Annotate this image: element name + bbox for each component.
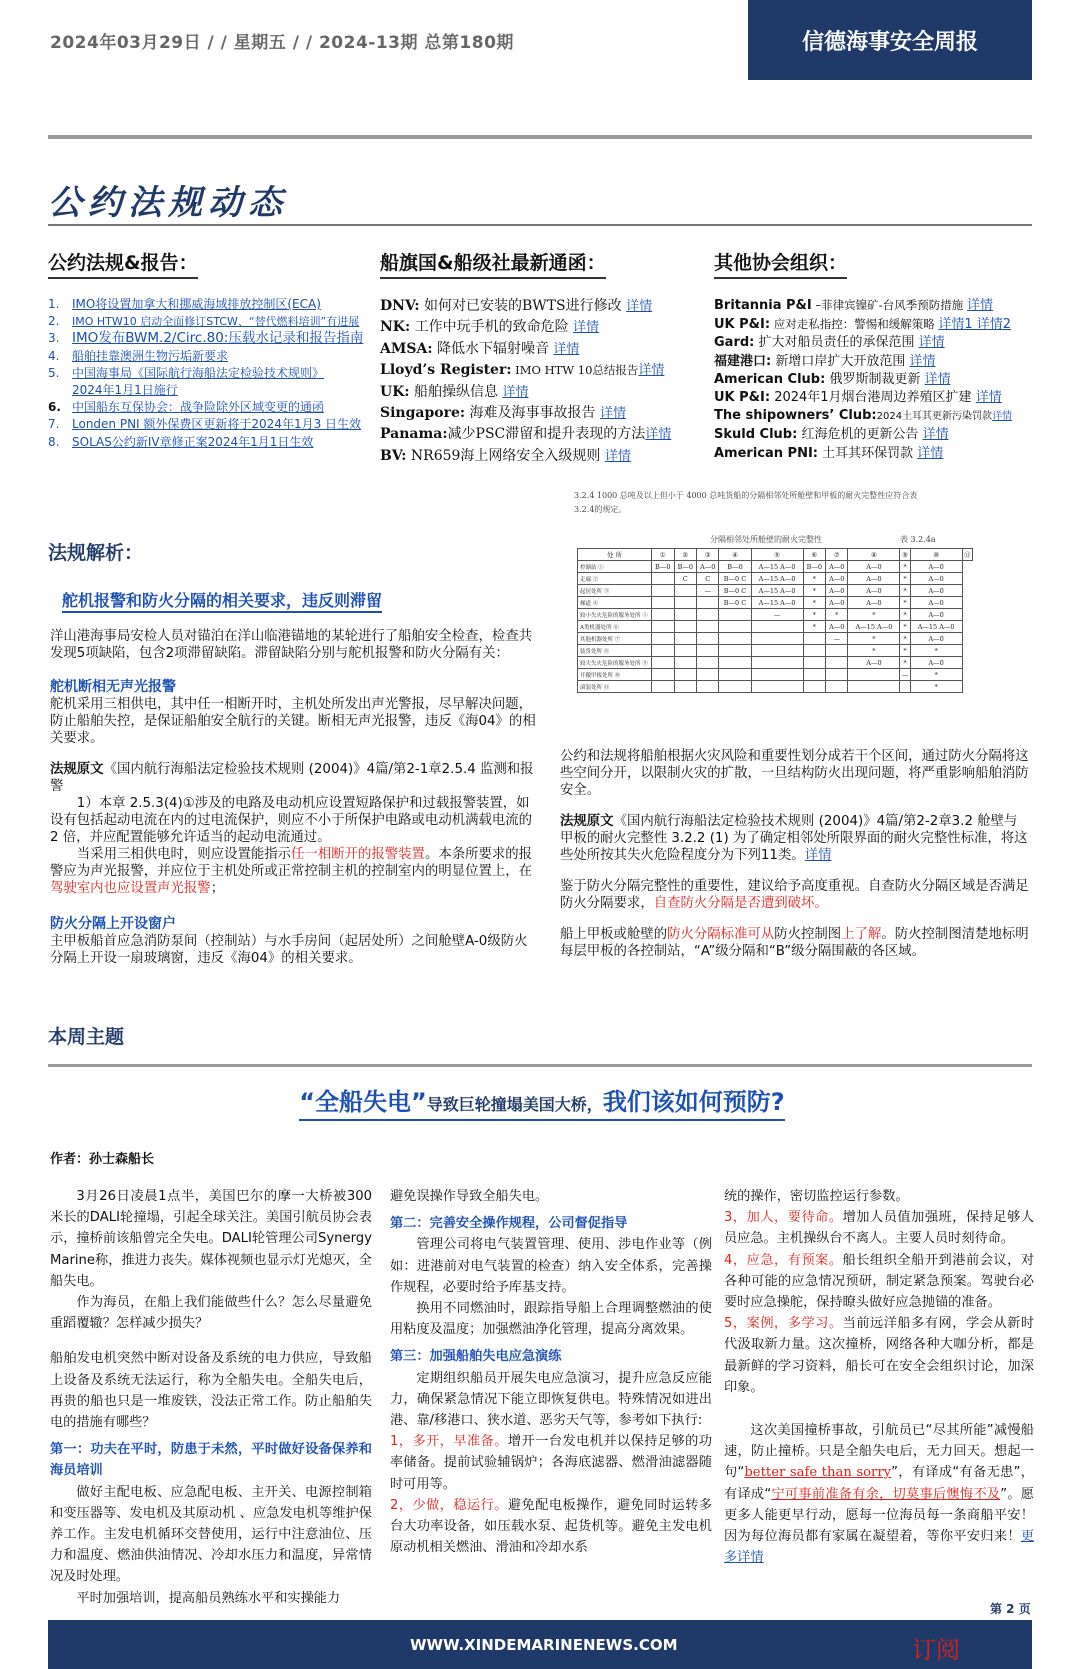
details-link[interactable]: 详情 bbox=[599, 406, 626, 422]
table-cell: A—0 bbox=[826, 561, 848, 573]
details-link[interactable]: 详情 bbox=[922, 427, 949, 443]
list-item: Gard: 扩大对船员责任的承保范围 详情 bbox=[714, 335, 945, 351]
author: 作者：孙士森船长 bbox=[50, 1152, 155, 1167]
list-item[interactable]: 6. 中国船东互保协会：战争险除外区域变更的通函 bbox=[48, 400, 325, 415]
details-link[interactable]: 详情 bbox=[573, 320, 600, 336]
table-cell bbox=[697, 633, 719, 645]
table-cell: A—15 A—0 bbox=[848, 621, 900, 633]
list-item: BV: NR659海上网络安全入级规则 详情 bbox=[380, 447, 631, 464]
table-caption: 3.2.4的规定。 bbox=[574, 505, 627, 514]
list-item: 福建港口: 新增口岸扩大开放范围 详情 bbox=[714, 353, 936, 369]
list-item: UK P&I: 2024年1月烟台港周边养殖区扩建 详情 bbox=[714, 390, 1002, 406]
table-cell: A—0 bbox=[826, 585, 848, 597]
table-cell: 梯道 ④ bbox=[578, 597, 652, 609]
subscribe-button[interactable]: 订阅 bbox=[912, 1636, 960, 1664]
table-cell: 开敞甲板处所 ⑩ bbox=[578, 669, 652, 681]
table-cell bbox=[674, 633, 697, 645]
table-number: 表 3.2.4a bbox=[900, 535, 936, 544]
table-cell: C bbox=[697, 573, 719, 585]
weekly-rule bbox=[48, 1064, 1032, 1067]
table-cell bbox=[719, 621, 751, 633]
issue-date-line: 2024年03月29日 / / 星期五 / / 2024-13期 总第180期 bbox=[50, 33, 514, 53]
table-cell: * bbox=[900, 561, 910, 573]
table-row bbox=[578, 645, 973, 657]
regulation-citation: 法规原文《国内航行海船法定检验技术规则 (2004)》4篇/第2-2章3.2 舱壁与甲板的耐火完整性 3.2.2 (1) 为了确定相邻处所限界面的耐火完整性标准，将这些处所按其失火危险程度分为下列11类。详情 bbox=[560, 814, 1028, 863]
table-cell: * bbox=[900, 645, 910, 657]
regulation-news-list bbox=[48, 296, 378, 451]
table-cell bbox=[803, 645, 826, 657]
table-cell: A—0 bbox=[848, 561, 900, 573]
table-cell bbox=[652, 657, 675, 669]
table-row bbox=[578, 621, 973, 633]
details-link[interactable]: 详情 bbox=[909, 353, 936, 369]
table-cell: A—0 bbox=[826, 621, 848, 633]
list-item[interactable]: 3. IMO发布BWM.2/Circ.80:压载水记录和报告指南 bbox=[48, 330, 364, 347]
table-cell bbox=[826, 657, 848, 669]
table-row bbox=[578, 561, 973, 573]
table-header-cell: 处 所 bbox=[578, 549, 652, 561]
table-cell: * bbox=[848, 609, 900, 621]
table-cell bbox=[719, 657, 751, 669]
table-cell bbox=[719, 633, 751, 645]
list-item: Panama:减少PSC滞留和提升表现的方法详情 bbox=[380, 426, 672, 443]
table-cell: A—0 bbox=[697, 561, 719, 573]
table-cell: A—15 A—0 bbox=[751, 573, 803, 585]
table-cell bbox=[674, 657, 697, 669]
subsection-text: 舵机采用三相供电，其中任一相断开时，主机处所发出声光警报，尽早解决问题，防止船舶失控，是保证船舶安全航行的关键。断相无声光报警，违反《海04》的相关要求。 bbox=[50, 697, 536, 746]
table-cell bbox=[826, 645, 848, 657]
details-link[interactable]: 详情 bbox=[626, 299, 653, 314]
table-cell: A—0 bbox=[848, 585, 900, 597]
table-cell: A—0 bbox=[910, 561, 962, 573]
article-paragraph: 统的操作，密切监控运行参数。 bbox=[724, 1189, 909, 1204]
article-paragraph: 平时加强培训，提高船员熟练水平和实操能力 bbox=[76, 1590, 341, 1606]
table-row bbox=[578, 657, 973, 669]
table-row bbox=[578, 609, 973, 621]
table-cell: A—0 bbox=[826, 573, 848, 585]
table-cell: — bbox=[826, 633, 848, 645]
table-cell bbox=[826, 669, 848, 681]
details-link[interactable]: 详情 bbox=[804, 848, 832, 863]
table-cell bbox=[900, 681, 910, 693]
table-header-cell: ⑦ bbox=[826, 549, 848, 561]
table-cell bbox=[697, 669, 719, 681]
table-cell: 其他机器处所 ⑦ bbox=[578, 633, 652, 645]
table-cell bbox=[751, 633, 803, 645]
details-link[interactable]: 详情 bbox=[924, 371, 951, 387]
table-cell: B—0 C bbox=[719, 585, 751, 597]
list-item[interactable]: 8. SOLAS公约新IV章修正案2024年1月1日生效 bbox=[48, 434, 314, 449]
regulation-citation: 法规原文《国内航行海船法定检验技术规则 (2004)》4篇/第2-1章2.5.4 监测和报警 bbox=[50, 762, 534, 794]
weekly-banner: “全船失电”导致巨轮撞塌美国大桥，我们该如何预防? bbox=[50, 1082, 1034, 1121]
table-cell: A—0 bbox=[910, 633, 962, 645]
table-cell bbox=[803, 657, 826, 669]
table-cell: * bbox=[910, 681, 962, 693]
table-cell bbox=[751, 669, 803, 681]
table-header-cell: ② bbox=[674, 549, 697, 561]
list-item[interactable]: 1. IMO将设置加拿大和挪威海域排放控制区(ECA) bbox=[48, 297, 321, 311]
article-column-2 bbox=[390, 1186, 712, 1558]
list-item: American PNI: 土耳其环保罚款 详情 bbox=[714, 445, 944, 461]
table-cell: 起居处所 ③ bbox=[578, 585, 652, 597]
quote-link[interactable]: better safe than sorry bbox=[744, 1465, 892, 1481]
list-item: AMSA: 降低水下辐射噪音 详情 bbox=[380, 340, 580, 357]
details-link[interactable]: 详情 bbox=[553, 341, 580, 357]
details-link[interactable]: 详情 bbox=[918, 335, 945, 351]
table-header-cell: ⑤ bbox=[751, 549, 803, 561]
association-news-list bbox=[714, 296, 1044, 463]
publication-brand bbox=[748, 0, 1032, 80]
list-item[interactable]: 2024年1月1日施行 bbox=[72, 383, 178, 398]
article-paragraph: 管理公司将电气装置管理、使用、涉电作业等（例如：进港前对电气装置的检查）纳入安全体系，完善操作规程，必要时给予库基支持。 bbox=[390, 1237, 712, 1295]
table-cell bbox=[719, 669, 751, 681]
article-paragraph: 2，少做，稳运行。避免配电板操作，避免同时运转多台大功率设备，如压载水泵、起货机等。避免主发电机原动机相关燃油、滑油和冷却水系 bbox=[390, 1497, 713, 1556]
table-row bbox=[578, 597, 973, 609]
subsection-text: 主甲板船首应急消防泵间（控制站）与水手房间（起居处所）之间舱壁A-0级防火分隔上开设一扇玻璃窗，违反《海04》的相关要求。 bbox=[50, 934, 528, 966]
article-paragraph: 作为海员，在船上我们能做些什么？怎么尽量避免重蹈覆辙？怎样减少损失？ bbox=[50, 1295, 372, 1332]
table-cell: A类机器处所 ⑥ bbox=[578, 621, 652, 633]
weekly-topic-heading: 本周主题 bbox=[48, 1026, 125, 1048]
table-cell: B—0 bbox=[674, 561, 697, 573]
table-cell: * bbox=[900, 621, 910, 633]
table-cell bbox=[652, 573, 675, 585]
closing-paragraph: 这次美国撞桥事故，引航员已“尽其所能”减慢船速，防止撞桥。只是全船失电后，无力回天。想起一句“better safe than sorry”，有译成“有备无患”，有译成“宁可事前准备有余，切莫事后懊悔不及”。愿更多人能更早行动，愿每一位海员每一条商船平安！因为每位海员都有家属在凝望着，等你平安归来！更多详情 bbox=[724, 1423, 1034, 1566]
analysis-right-column bbox=[560, 748, 1030, 960]
table-cell: — bbox=[697, 585, 719, 597]
table-cell: 较小失火危险的服务处所 ⑤ bbox=[578, 609, 652, 621]
details-link[interactable]: 详情1 详情2 bbox=[938, 317, 1012, 333]
table-cell: B—0 C bbox=[719, 573, 751, 585]
list-item: UK: 船舶操纵信息 详情 bbox=[380, 383, 529, 400]
article-paragraph: 定期组织船员开展失电应急演习，提升应急反应能力，确保紧急情况下能立即恢复供电。特殊情况如进出港、靠/移港口、狭水道、恶劣天气等，参考如下执行: bbox=[390, 1370, 712, 1429]
table-cell: A—15 A—0 bbox=[751, 597, 803, 609]
page-number: 第 2 页 bbox=[990, 1602, 1031, 1616]
table-cell bbox=[697, 609, 719, 621]
table-cell: 控制站 ① bbox=[578, 561, 652, 573]
table-cell: A—0 bbox=[826, 597, 848, 609]
col2-heading: 船旗国&船级社最新通函： bbox=[380, 248, 606, 279]
table-cell: A—0 bbox=[910, 585, 962, 597]
article-subheading: 第二：完善安全操作规程，公司督促指导 bbox=[390, 1216, 628, 1232]
table-header-row bbox=[578, 549, 973, 561]
col3-heading: 其他协会组织： bbox=[714, 248, 847, 279]
table-cell: B—0 C bbox=[719, 597, 751, 609]
table-cell: A—15 A—0 bbox=[751, 561, 803, 573]
table-cell: * bbox=[803, 585, 826, 597]
table-cell bbox=[674, 597, 697, 609]
table-cell: * bbox=[803, 573, 826, 585]
table-cell bbox=[751, 681, 803, 693]
details-link[interactable]: 详情 bbox=[645, 427, 672, 443]
table-cell bbox=[674, 621, 697, 633]
list-item[interactable]: 2. IMO HTW10 启动全面修订STCW、“替代燃料培训”有进展 bbox=[48, 314, 360, 329]
table-cell: * bbox=[900, 597, 910, 609]
table-cell bbox=[697, 645, 719, 657]
list-item: American Club: 俄罗斯制裁更新 详情 bbox=[714, 371, 951, 387]
table-cell bbox=[719, 645, 751, 657]
list-item[interactable]: 7. Londen PNI 额外保费区更新将于2024年1月3 日生效 bbox=[48, 417, 362, 432]
details-link[interactable]: 详情 bbox=[638, 363, 665, 379]
article-column-1 bbox=[50, 1186, 372, 1609]
table-cell bbox=[751, 645, 803, 657]
list-item: UK P&I: 应对走私指控：警惕和缓解策略 详情1 详情2 bbox=[714, 317, 1012, 333]
table-row bbox=[578, 669, 973, 681]
table-cell: — bbox=[901, 670, 909, 679]
table-title: 分隔相邻处所舱壁的耐火完整性 bbox=[710, 535, 822, 544]
table-header-cell: ③ bbox=[697, 549, 719, 561]
article-paragraph: 船舶发电机突然中断对设备及系统的电力供应，导致船上设备及系统无法运行，称为全船失电。全船失电后，再贵的船也只是一堆废铁，没法正常工作。防止船舶失电的措施有哪些？ bbox=[50, 1351, 372, 1431]
table-cell: A—0 bbox=[848, 657, 900, 669]
table-cell: A—15 A—0 bbox=[910, 621, 962, 633]
regulation-paragraph: 1）本章 2.5.3(4)①涉及的电路及电动机应设置短路保护和过载报警装置，如设有包括起动电流在内的过电流保护，则应不小于所保护电路或电动机满载电流的 2 倍，并应配置能够允许适当的起动电流通过。 bbox=[50, 796, 533, 845]
list-item: Britannia P&I –菲律宾镍矿-台风季预防措施 详情 bbox=[714, 298, 993, 313]
table-row bbox=[578, 681, 973, 693]
table-cell: B—0 bbox=[652, 561, 675, 573]
table-cell bbox=[652, 645, 675, 657]
table-cell bbox=[652, 633, 675, 645]
table-header-cell: ④ bbox=[719, 549, 751, 561]
table-cell bbox=[697, 681, 719, 693]
table-cell: A—15 A—0 bbox=[751, 585, 803, 597]
table-cell: 走廊 ② bbox=[578, 573, 652, 585]
article-subheading: 第一：功夫在平时，防患于未然，平时做好设备保养和海员培训 bbox=[50, 1442, 372, 1479]
list-item: The shipowners’ Club:2024土耳其更新污染罚款详情 bbox=[714, 408, 1013, 424]
table-header-cell: ① bbox=[652, 549, 675, 561]
table-cell: * bbox=[848, 633, 900, 645]
article-title: 舵机报警和防火分隔的相关要求，违反则滞留 bbox=[62, 588, 382, 613]
table-cell: A—0 bbox=[848, 573, 900, 585]
table-cell: * bbox=[910, 669, 962, 681]
table-header-cell: ⑧ bbox=[848, 549, 900, 561]
article-paragraph: 避免误操作导致全船失电。 bbox=[390, 1189, 549, 1204]
details-link[interactable]: 详情 bbox=[975, 390, 1002, 406]
table-cell bbox=[719, 681, 751, 693]
table-cell bbox=[652, 609, 675, 621]
table-row bbox=[578, 573, 973, 585]
more-details-link[interactable]: 更多详情 bbox=[724, 1529, 1034, 1566]
table-cell: * bbox=[900, 609, 910, 621]
table-cell bbox=[674, 669, 697, 681]
table-header-cell: ⑨ bbox=[900, 549, 910, 561]
analysis-heading: 法规解析： bbox=[48, 542, 144, 564]
table-caption: 3.2.4 1000 总吨及以上但小于 4000 总吨货船的分隔相邻处所舱壁和甲板的耐火完整性应符合表 bbox=[574, 491, 918, 500]
table-row bbox=[578, 585, 973, 597]
table-cell bbox=[697, 621, 719, 633]
article-paragraph: 1，多开，早准备。增开一台发电机并以保持足够的功率储备。提前试验辅锅炉；各海底滤器、燃滑油滤器随时可用等。 bbox=[390, 1434, 713, 1492]
table-cell: * bbox=[826, 609, 848, 621]
table-cell: B—0 bbox=[803, 561, 826, 573]
table-cell bbox=[652, 585, 675, 597]
header-rule bbox=[48, 135, 1032, 139]
col1-heading: 公约法规&报告： bbox=[48, 248, 198, 279]
table-header-cell: ⑩ bbox=[910, 549, 962, 561]
analysis-paragraph: 船上甲板或舱壁的防火分隔标准可从防火控制图上了解。防火控制图清楚地标明每层甲板的各控制站，“A”级分隔和“B”级分隔围蔽的各区域。 bbox=[560, 927, 1029, 959]
table-cell: * bbox=[900, 657, 910, 669]
table-cell: A—0 bbox=[910, 573, 962, 585]
article-paragraph: 3月26日凌晨1点半，美国巴尔的摩一大桥被300米长的DALI轮撞塌，引起全球关注。美国引航员协会表示，撞桥前该船曾完全失电。DALI轮管理公司Synergy Marine称，推进力丧失。媒体视频也显示灯光熄灭，全船失电。 bbox=[50, 1189, 372, 1289]
article-paragraph: 4，应急，有预案。船长组织全船开到港前会议，对各种可能的应急情况预研，制定紧急预案。驾驶台必要时应急操舵，保持瞭头做好应急抛锚的准备。 bbox=[724, 1252, 1035, 1311]
brand-title: 信德海事安全周报 bbox=[801, 29, 978, 55]
list-item: Singapore: 海难及海事事故报告 详情 bbox=[380, 405, 626, 422]
table-cell bbox=[674, 609, 697, 621]
table-cell bbox=[652, 597, 675, 609]
table-cell: * bbox=[900, 633, 910, 645]
details-link[interactable]: 详情 bbox=[966, 298, 993, 313]
section-title: 公约法规动态 bbox=[48, 183, 288, 223]
table-cell: * bbox=[900, 573, 910, 585]
table-cell bbox=[674, 585, 697, 597]
regulation-paragraph: 当采用三相供电时，则应设置能指示任一相断开的报警装置。本条所要求的报警应为声光报警，并应位于主机处所或正常控制主机的控制室内的明显位置上，在驾驶室内也应设置声光报警； bbox=[50, 847, 533, 896]
table-cell: A—0 bbox=[910, 597, 962, 609]
list-item[interactable]: 5. 中国海事局《国际航行海船法定检验技术规则》 bbox=[48, 365, 325, 380]
website-link[interactable]: WWW.XINDEMARINENEWS.COM bbox=[410, 1636, 678, 1654]
table-cell: 较大失火危险的服务处所 ⑨ bbox=[578, 657, 652, 669]
article-column-3 bbox=[724, 1186, 1034, 1398]
article-paragraph: 5，案例，多学习。当前远洋船多有网，学会从新时代汲取新力量。这次撞桥，网络各种大咖分析，都是最新鲜的学习资料，船长可在安全会组织讨论，加深印象。 bbox=[724, 1316, 1035, 1395]
table-cell: * bbox=[803, 621, 826, 633]
list-item: NK: 工作中玩手机的致命危险 详情 bbox=[380, 319, 600, 336]
article-subheading: 第三：加强船舶失电应急演练 bbox=[390, 1349, 562, 1365]
table-cell bbox=[803, 669, 826, 681]
fire-integrity-table bbox=[577, 548, 973, 693]
table-cell: 装货处所 ⑧ bbox=[578, 645, 652, 657]
table-cell: A—0 bbox=[910, 609, 962, 621]
table-cell bbox=[719, 609, 751, 621]
table-cell bbox=[803, 681, 826, 693]
table-cell: A—0 bbox=[848, 597, 900, 609]
table-cell: * bbox=[900, 585, 910, 597]
details-link[interactable]: 详情 bbox=[992, 411, 1013, 423]
table-cell bbox=[652, 669, 675, 681]
analysis-paragraph: 鉴于防火分隔完整性的重要性，建议给予高度重视。自查防火分隔区域是否满足防火分隔要求，自查防火分隔是否遭到破坏。 bbox=[560, 879, 1029, 911]
section-rule bbox=[48, 224, 1032, 226]
analysis-paragraph: 公约和法规将船舶根据火灾风险和重要性划分成若干个区间，通过防火分隔将这些空间分开，以限制火灾的扩散，一旦结构防火出现问题，将严重影响船舶消防安全。 bbox=[560, 749, 1029, 798]
table-cell bbox=[803, 633, 826, 645]
table-cell bbox=[674, 681, 697, 693]
details-link[interactable]: 详情 bbox=[604, 448, 631, 464]
table-cell bbox=[674, 645, 697, 657]
analysis-intro: 洋山港海事局安检人员对锚泊在洋山临港锚地的某轮进行了船舶安全检查，检查共发现5项缺陷，包含2项滞留缺陷。滞留缺陷分别与舵机报警和防火分隔有关： bbox=[50, 629, 533, 661]
table-cell bbox=[697, 657, 719, 669]
subsection-title: 防火分隔上开设窗户 bbox=[50, 916, 176, 932]
list-item: Skuld Club: 红海危机的更新公告 详情 bbox=[714, 427, 949, 443]
table-cell: * bbox=[848, 645, 900, 657]
table-cell bbox=[751, 621, 803, 633]
table-cell: * bbox=[803, 609, 826, 621]
table-cell: — bbox=[751, 609, 803, 621]
analysis-left-column bbox=[50, 628, 536, 967]
table-cell bbox=[652, 621, 675, 633]
list-item: Lloyd’s Register: IMO HTW 10总结报告详情 bbox=[380, 362, 665, 379]
details-link[interactable]: 详情 bbox=[502, 384, 529, 400]
table-cell: A—0 bbox=[910, 657, 962, 669]
table-cell bbox=[652, 681, 675, 693]
table-cell bbox=[751, 657, 803, 669]
table-cell: * bbox=[803, 597, 826, 609]
article-paragraph: 换用不同燃油时，跟踪指导船上合理调整燃油的使用粘度及温度；加强燃油净化管理，提高分离效果。 bbox=[390, 1301, 712, 1338]
table-cell: * bbox=[910, 645, 962, 657]
table-cell: B—0 bbox=[719, 561, 751, 573]
table-cell: 滚装处所 ⑪ bbox=[578, 681, 652, 693]
table-cell bbox=[697, 597, 719, 609]
table-cell bbox=[848, 669, 900, 681]
table-header-cell: ⑥ bbox=[803, 549, 826, 561]
list-item[interactable]: 4. 船舶挂靠澳洲生物污垢新要求 bbox=[48, 348, 229, 363]
table-cell: C bbox=[674, 573, 697, 585]
article-paragraph: 3，加人，要待命。增加人员值加强班，保持足够人员应急。主机操纵台不离人。主要人员时刻待命。 bbox=[724, 1210, 1035, 1247]
details-link[interactable]: 详情 bbox=[917, 445, 944, 461]
table-cell bbox=[848, 681, 900, 693]
flag-class-news-list bbox=[380, 296, 710, 467]
table-header-cell: ⑪ bbox=[962, 549, 972, 561]
subsection-title: 舵机断相无声光报警 bbox=[50, 679, 176, 695]
table-cell bbox=[826, 681, 848, 693]
list-item: DNV: 如何对已安装的BWTS进行修改 详情 bbox=[380, 298, 653, 314]
article-paragraph: 做好主配电板、应急配电板、主开关、电源控制箱和变压器等、发电机及其原动机 、应急发电机等维护保养工作。主发电机循环交替使用，运行中注意油位、压力和温度、燃油供油情况、冷却水压力和温度，异常情况及时处理。 bbox=[50, 1484, 372, 1585]
table-row bbox=[578, 633, 973, 645]
